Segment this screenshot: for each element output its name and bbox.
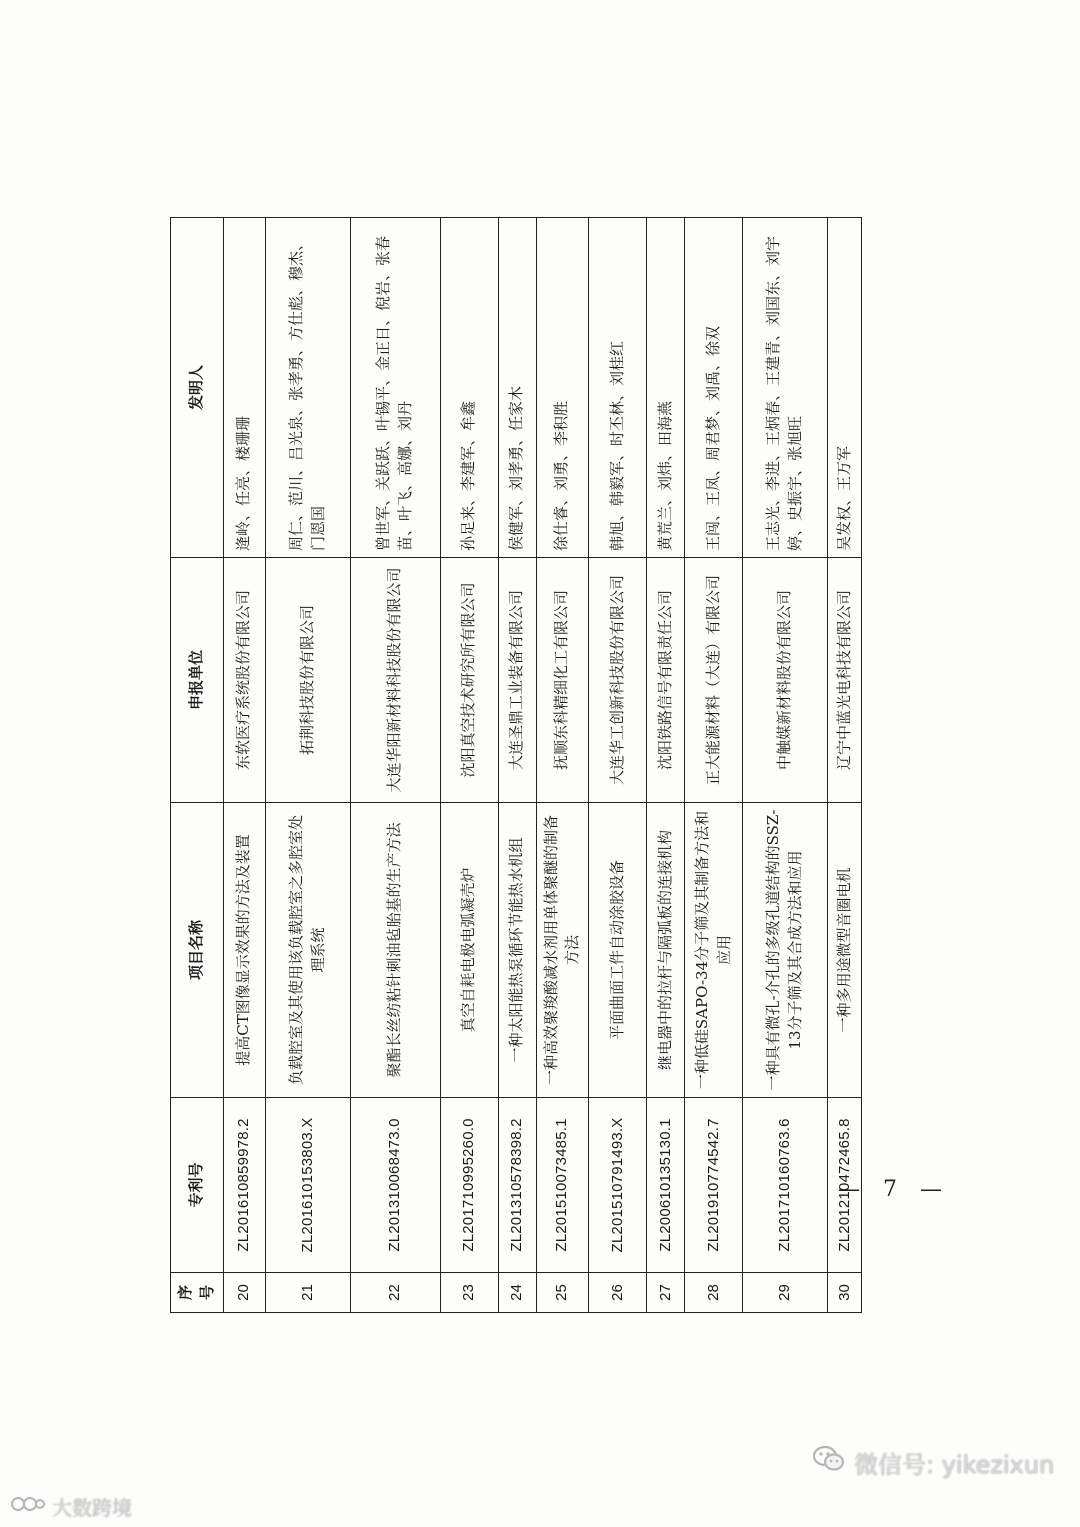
cell-inventors: 王闯、王凤、周君梦、刘禹、徐双 [685, 218, 743, 558]
cell-project-name: 一种太阳能热泵循环节能热水机组 [498, 803, 536, 1098]
cell-applicant: 大连华工创新科技股份有限公司 [589, 558, 647, 803]
cell-patent-no: ZL201510791493.X [589, 1098, 647, 1273]
cell-applicant: 沈阳真空技术研究所有限公司 [440, 558, 498, 803]
cell-inventors: 徐仕睿、刘勇、李积胜 [536, 218, 589, 558]
cell-seq: 20 [223, 1273, 265, 1313]
wechat-watermark [812, 1444, 1054, 1480]
cell-seq: 26 [589, 1273, 647, 1313]
cell-applicant: 辽宁中蓝光电科技有限公司 [828, 558, 862, 803]
cell-project-name: 一种高效聚羧酸减水剂用单体聚醚的制备方法 [536, 803, 589, 1098]
header-inventors: 发明人 [171, 218, 224, 558]
page-number: — 7 — [838, 1177, 950, 1202]
cell-applicant: 正大能源材料（大连）有限公司 [685, 558, 743, 803]
brand-name-text: 大数跨境 [52, 1496, 132, 1520]
cell-inventors: 吴发权、王万军 [828, 218, 862, 558]
cell-inventors: 逄岭、任亮、楼珊珊 [223, 218, 265, 558]
cell-applicant: 拓荆科技股份有限公司 [265, 558, 350, 803]
cell-project-name: 负载腔室及其使用该负载腔室之多腔室处理系统 [265, 803, 350, 1098]
cell-patent-no: ZL200610135130.1 [647, 1098, 685, 1273]
table-row [589, 218, 647, 1313]
cell-project-name: 提高CT图像显示效果的方法及装置 [223, 803, 265, 1098]
cell-seq: 24 [498, 1273, 536, 1313]
cell-project-name: 一种低硅SAPO-34分子筛及其制备方法和应用 [685, 803, 743, 1098]
cell-patent-no: ZL201510073485.1 [536, 1098, 589, 1273]
header-applicant: 申报单位 [171, 558, 224, 803]
table-row [743, 218, 828, 1313]
cell-project-name: 一种多用途微型音圈电机 [828, 803, 862, 1098]
cell-patent-no: ZL201210472465.8 [828, 1098, 862, 1273]
cell-inventors: 曾世军、关跃跃、叶锡平、金正日、倪岩、张春苗、叶飞、高娜、刘丹 [350, 218, 440, 558]
cell-project-name: 聚酯长丝纺粘针刺油毡胎基的生产方法 [350, 803, 440, 1098]
cell-inventors: 孙足来、李建军、牟鑫 [440, 218, 498, 558]
cell-patent-no: ZL201910774542.7 [685, 1098, 743, 1273]
cell-seq: 28 [685, 1273, 743, 1313]
table-row [685, 218, 743, 1313]
cell-patent-no: ZL201710995260.0 [440, 1098, 498, 1273]
cell-applicant: 大连圣鼎工业装备有限公司 [498, 558, 536, 803]
cell-seq: 23 [440, 1273, 498, 1313]
table-row [265, 218, 350, 1313]
cell-applicant: 中触媒新材料股份有限公司 [743, 558, 828, 803]
cell-project-name: 平面曲面工件自动涂胶设备 [589, 803, 647, 1098]
cell-project-name: 真空自耗电极电弧凝壳炉 [440, 803, 498, 1098]
table-row [647, 218, 685, 1313]
table-row [440, 218, 498, 1313]
table-header-row [171, 218, 224, 1313]
cell-patent-no: ZL201710160763.6 [743, 1098, 828, 1273]
cell-applicant: 大连华阳新材料科技股份有限公司 [350, 558, 440, 803]
table-row [350, 218, 440, 1313]
cell-inventors: 韩旭、韩毅军、时丕林、刘桂红 [589, 218, 647, 558]
table-row [828, 218, 862, 1313]
cell-seq: 29 [743, 1273, 828, 1313]
cell-patent-no: ZL201610153803.X [265, 1098, 350, 1273]
header-project-name: 项目名称 [171, 803, 224, 1098]
table-row [536, 218, 589, 1313]
table-row [223, 218, 265, 1313]
cell-seq: 27 [647, 1273, 685, 1313]
cell-seq: 25 [536, 1273, 589, 1313]
cell-patent-no: ZL201310578398.2 [498, 1098, 536, 1273]
cell-inventors: 王志光、李进、王炳春、王建青、刘国东、刘宇婷、史振宇、张旭旺 [743, 218, 828, 558]
wechat-icon [812, 1444, 846, 1480]
cell-applicant: 东软医疗系统股份有限公司 [223, 558, 265, 803]
table-row [498, 218, 536, 1313]
rotated-patent-table [170, 218, 853, 1313]
wechat-id-text: 微信号: yikezixun [854, 1450, 1055, 1479]
cell-applicant: 抚顺东科精细化工有限公司 [536, 558, 589, 803]
brand-logo-icon [10, 1493, 46, 1520]
cell-patent-no: ZL201610859978.2 [223, 1098, 265, 1273]
patent-table [170, 217, 862, 1313]
cell-inventors: 侯健军、刘孝勇、任家木 [498, 218, 536, 558]
cell-seq: 30 [828, 1273, 862, 1313]
cell-seq: 21 [265, 1273, 350, 1313]
cell-patent-no: ZL201310068473.0 [350, 1098, 440, 1273]
brand-watermark [10, 1492, 132, 1521]
cell-project-name: 一种具有微孔-介孔的多级孔道结构的SSZ-13分子筛及其合成方法和应用 [743, 803, 828, 1098]
cell-inventors: 黄荒兰、刘炜、田海燕 [647, 218, 685, 558]
cell-project-name: 继电器中的拉杆与隔弧板的连接机构 [647, 803, 685, 1098]
cell-inventors: 周仁、范川、吕光泉、张孝勇、方仕彪、穆杰、门恩国 [265, 218, 350, 558]
header-patent-no: 专利号 [171, 1098, 224, 1273]
cell-applicant: 沈阳铁路信号有限责任公司 [647, 558, 685, 803]
cell-seq: 22 [350, 1273, 440, 1313]
header-seq: 序号 [171, 1273, 224, 1313]
